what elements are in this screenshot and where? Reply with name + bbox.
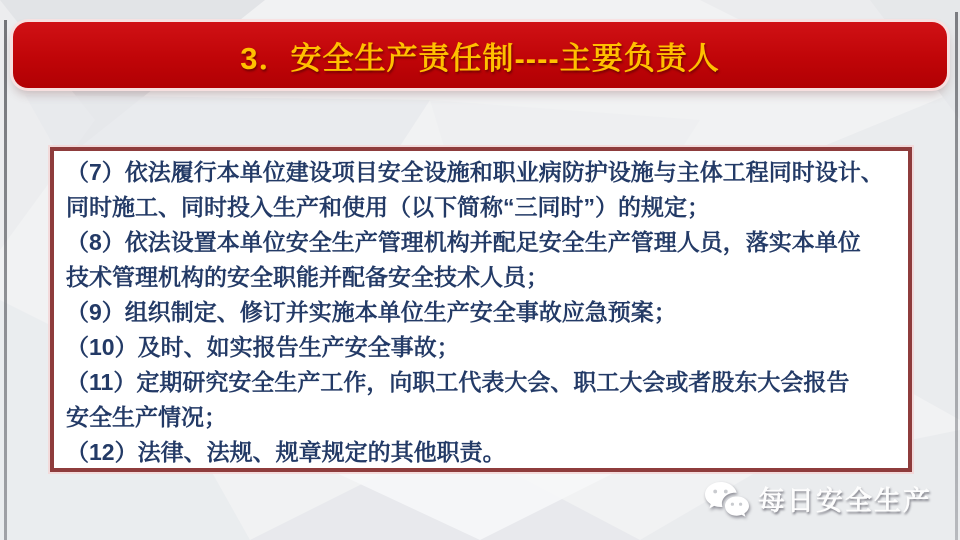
page-title: 3．安全生产责任制----主要负责人 [240,40,720,76]
body-line: （9）组织制定、修订并实施本单位生产安全事故应急预案； [66,299,677,325]
body-line: （11）定期研究安全生产工作，向职工代表大会、职工大会或者股东大会报告 [66,369,850,395]
watermark-label: 每日安全生产 [758,486,932,516]
body-line: （7）依法履行本单位建设项目安全设施和职业病防护设施与主体工程同时设计、 [66,159,884,185]
watermark [703,479,932,518]
content-box [50,147,912,472]
body-line: 安全生产情况； [66,404,227,430]
body-line: （12）法律、法规、规章规定的其他职责。 [66,439,506,465]
body-line: 同时施工、同时投入生产和使用（以下简称“三同时”）的规定； [66,194,710,220]
right-edge-strip [955,12,958,540]
title-banner [13,22,947,88]
body-line: 技术管理机构的安全职能并配备安全技术人员； [66,264,549,290]
body-line: （8）依法设置本单位安全生产管理机构并配足安全生产管理人员，落实本单位 [66,229,861,255]
wechat-icon [703,480,749,518]
left-edge-strip [4,20,7,540]
body-line: （10）及时、如实报告生产安全事故； [66,334,460,360]
